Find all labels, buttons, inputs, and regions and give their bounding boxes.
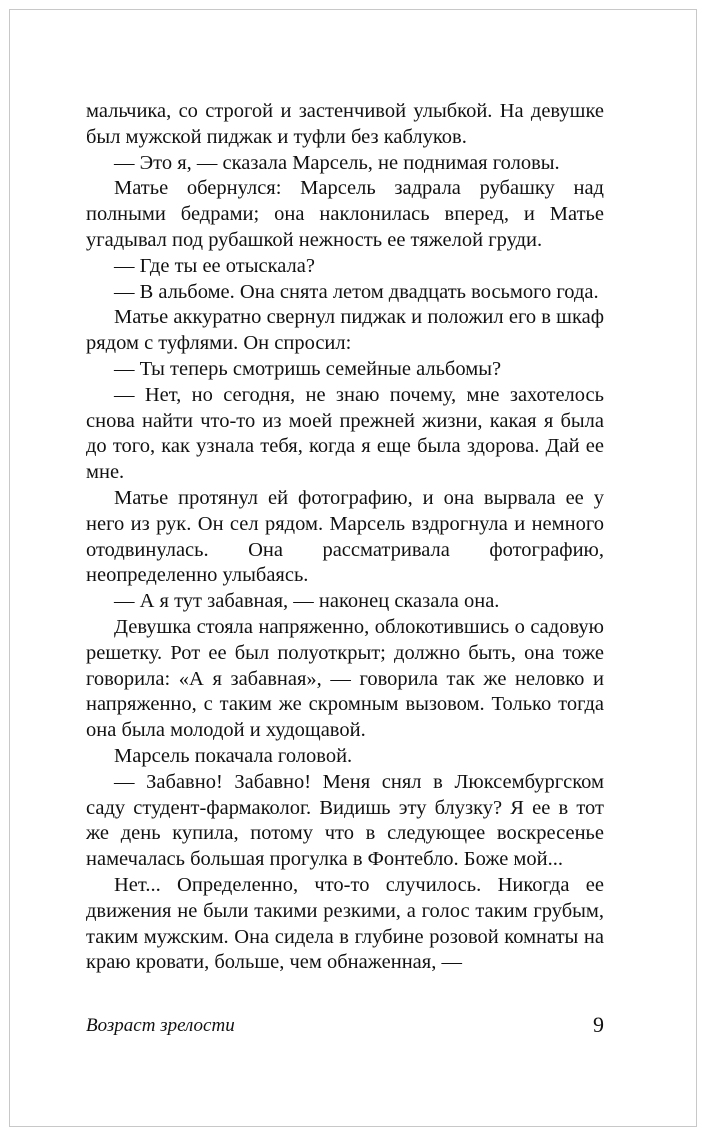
- paragraph: — Где ты ее отыскала?: [114, 254, 315, 277]
- paragraph: Марсель покачала головой.: [114, 744, 353, 767]
- paragraph: мальчика, со строгой и застенчивой улыбкой. На девушке был мужской пиджак и туфли без каблуков.: [86, 100, 604, 148]
- paragraph: Матье протянул ей фотографию, и она вырвала ее у него из рук. Он сел рядом. Марсель вздрогнула и немного отодвинулась. Она рассматривала фотографию, неопределенно улыбаясь.: [86, 486, 604, 587]
- paragraph: Девушка стояла напряженно, облокотившись о садовую решетку. Рот ее был полуоткрыт; должно быть, она тоже говорила: «А я забавная», — говорила так же неловко и напряженно, с таким же скромным вызовом. Только тогда она была молодой и худощавой.: [86, 615, 604, 742]
- paragraph: — Забавно! Забавно! Меня снял в Люксембургском саду студент-фармаколог. Видишь эту блузку? Я ее в тот же день купила, потому что в следующее воскресенье намечалась большая прогулка в Фонтебло. Боже мой...: [86, 770, 604, 871]
- page-number: 9: [593, 1012, 604, 1037]
- paragraph: — Нет, но сегодня, не знаю почему, мне захотелось снова найти что-то из моей прежней жизни, какая я была до того, как узнала тебя, когда я еще была здорова. Дай ее мне.: [86, 383, 604, 484]
- paragraph: — В альбоме. Она снята летом двадцать восьмого года.: [114, 280, 599, 303]
- paragraph: Матье аккуратно свернул пиджак и положил его в шкаф рядом с туфлями. Он спросил:: [86, 306, 604, 355]
- paragraph: — А я тут забавная, — наконец сказала она.: [114, 590, 500, 613]
- paragraph: — Ты теперь смотришь семейные альбомы?: [114, 357, 502, 380]
- body-text: [86, 99, 604, 976]
- paragraph: Нет... Определенно, что-то случилось. Никогда ее движения не были такими резкими, а голос таким грубым, таким мужским. Она сидела в глубине розовой комнаты на краю кровати, больше, чем обнаженная, —: [86, 873, 604, 974]
- paragraph: — Это я, — сказала Марсель, не поднимая головы.: [114, 151, 560, 174]
- paragraph: Матье обернулся: Марсель задрала рубашку над полными бедрами; она наклонилась вперед, и Матье угадывал под рубашкой нежность ее тяжелой груди.: [86, 177, 604, 251]
- running-title: Возраст зрелости: [86, 1015, 235, 1036]
- page-footer: [86, 1012, 604, 1042]
